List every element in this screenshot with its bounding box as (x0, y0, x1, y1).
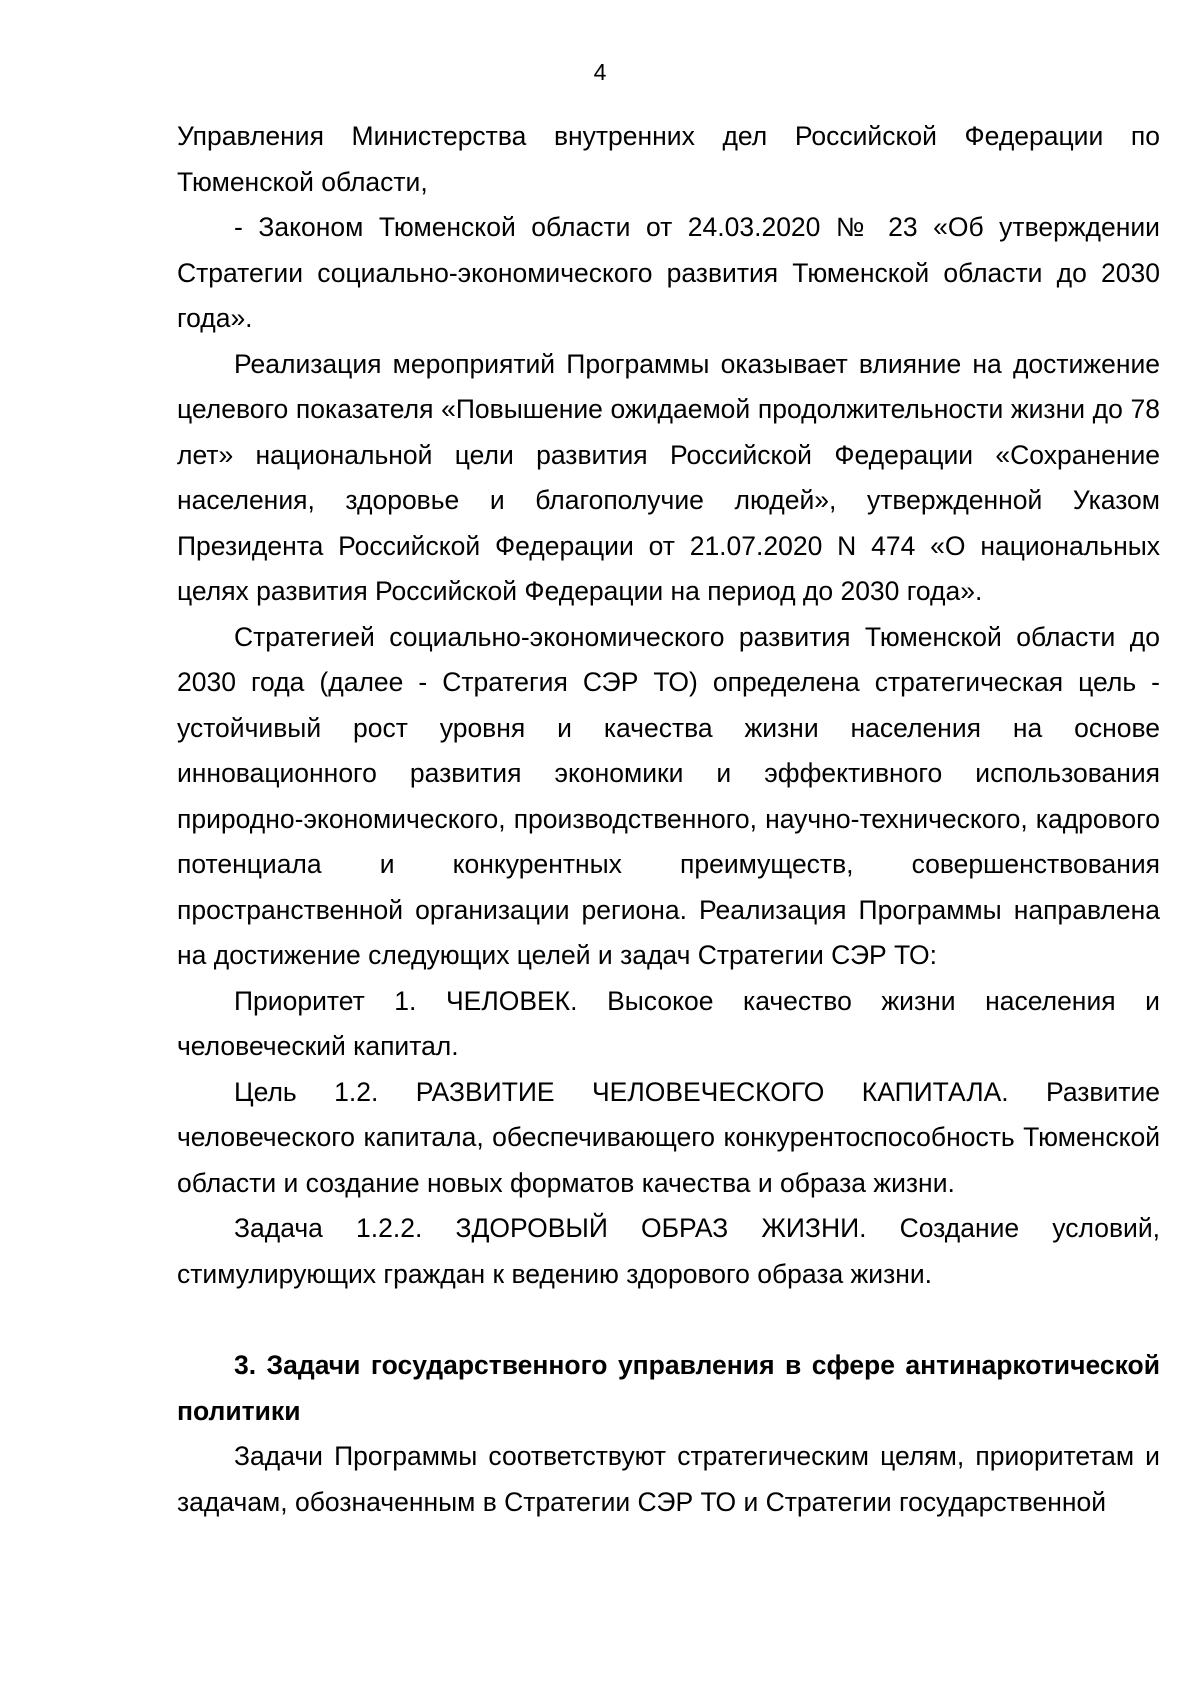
document-body (177, 114, 1160, 1525)
paragraph-priority: Приоритет 1. ЧЕЛОВЕК. Высокое качество жизни населения и человеческий капитал. (177, 985, 1160, 1061)
paragraph-goal: Цель 1.2. РАЗВИТИЕ ЧЕЛОВЕЧЕСКОГО КАПИТАЛА. Развитие человеческого капитала, обеспечивающего конкурентоспособность Тюменской области и создание новых форматов качества и образа жизни. (177, 1076, 1160, 1198)
paragraph-section-intro: Задачи Программы соответствуют стратегическим целям, приоритетам и задачам, обозначенным в Стратегии СЭР ТО и Стратегии государственной (177, 1441, 1160, 1517)
section-heading: 3. Задачи государственного управления в сфере антинаркотической политики (177, 1350, 1160, 1426)
paragraph-task: Задача 1.2.2. ЗДОРОВЫЙ ОБРАЗ ЖИЗНИ. Создание условий, стимулирующих граждан к ведению здорового образа жизни. (177, 1213, 1160, 1289)
paragraph-strategy-goal: Стратегией социально-экономического развития Тюменской области до 2030 года (далее - Стратегия СЭР ТО) определена стратегическая цель - устойчивый рост уровня и качества жизни населения на основе инновационного развития экономики и эффективного использования природно-экономического, производственного, научно-технического, кадрового потенциала и конкурентных преимуществ, совершенствования пространственной организации региона. Реализация Программы направлена на достижение следующих целей и задач Стратегии СЭР ТО: (177, 621, 1160, 970)
paragraph-law-reference: - Законом Тюменской области от 24.03.2020 № 23 «Об утверждении Стратегии социально-экономического развития Тюменской области до 2030 года». (177, 212, 1160, 333)
paragraph-continuation: Управления Министерства внутренних дел Российской Федерации по Тюменской области, (177, 121, 1160, 197)
page-number: 4 (593, 59, 607, 85)
paragraph-program-impact: Реализация мероприятий Программы оказывает влияние на достижение целевого показателя «Повышение ожидаемой продолжительности жизни до 78 лет» национальной цели развития Российской Федерации «Сохранение населения, здоровье и благополучие людей», утвержденной Указом Президента Российской Федерации от 21.07.2020 N 474 «О национальных целях развития Российской Федерации на период до 2030 года». (177, 348, 1160, 606)
